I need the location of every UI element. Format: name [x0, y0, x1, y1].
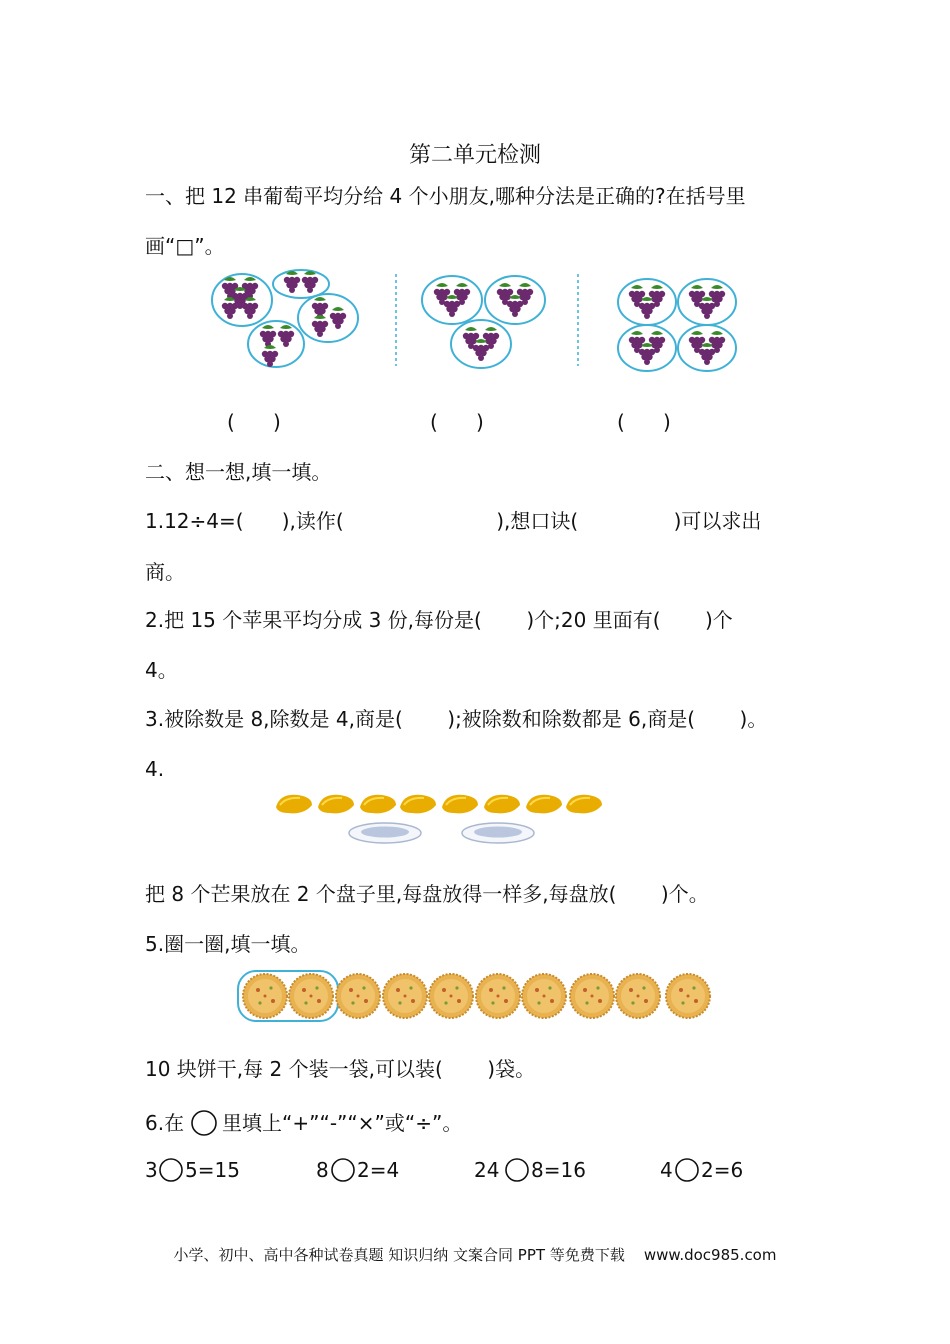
equation-4-left: 4 [660, 1158, 673, 1182]
grapes-figure [200, 262, 760, 378]
grape-group-b [422, 276, 545, 368]
grape-group-c [618, 279, 736, 371]
answer-blank-a[interactable]: ( ) [227, 410, 281, 434]
operator-circle-3[interactable] [503, 1156, 531, 1184]
q2-item2-line1: 2.把 15 个苹果平均分成 3 份,每份是( )个;20 里面有( )个 [145, 608, 733, 632]
mangoes-plates-figure [270, 788, 610, 852]
page-title: 第二单元检测 [408, 143, 541, 168]
equation-3-left: 24 [474, 1158, 500, 1182]
cookies-figure [236, 967, 722, 1025]
equation-2-right: 2=4 [357, 1158, 400, 1182]
equation-1-right: 5=15 [185, 1158, 240, 1182]
equation-3-right: 8=16 [531, 1158, 586, 1182]
blank-circle-icon [189, 1108, 219, 1138]
equation-2-left: 8 [316, 1158, 329, 1182]
q2-item4-text: 把 8 个芒果放在 2 个盘子里,每盘放得一样多,每盘放( )个。 [145, 882, 709, 906]
footer-text: 小学、初中、高中各种试卷真题 知识归纳 文案合同 PPT 等免费下载 www.doc985.com [173, 1246, 777, 1264]
q2-item6-prefix: 6.在 [145, 1111, 185, 1135]
q2-item1-line1: 1.12÷4=( ),读作( ),想口诀( )可以求出 [145, 509, 762, 533]
operator-circle-1[interactable] [157, 1156, 185, 1184]
q2-item2-line2: 4。 [145, 658, 178, 682]
q2-item3: 3.被除数是 8,除数是 4,商是( );被除数和除数都是 6,商是( )。 [145, 707, 768, 731]
q2-heading: 二、想一想,填一填。 [145, 460, 332, 484]
equation-1-left: 3 [145, 1158, 158, 1182]
answer-blank-b[interactable]: ( ) [430, 410, 484, 434]
q2-item6-suffix: 里填上“+”“-”“×”或“÷”。 [222, 1111, 463, 1135]
grape-group-a [212, 270, 358, 367]
q2-item1-line2: 商。 [145, 560, 185, 584]
operator-circle-2[interactable] [329, 1156, 357, 1184]
q1-text-line1: 一、把 12 串葡萄平均分给 4 个小朋友,哪种分法是正确的?在括号里 [145, 184, 746, 208]
q2-item5-text: 10 块饼干,每 2 个装一袋,可以装( )袋。 [145, 1057, 536, 1081]
equation-4-right: 2=6 [701, 1158, 744, 1182]
q2-item4-label: 4. [145, 757, 165, 781]
q1-text-line2: 画“□”。 [145, 234, 225, 258]
operator-circle-4[interactable] [673, 1156, 701, 1184]
answer-blank-c[interactable]: ( ) [617, 410, 671, 434]
q2-item5-label: 5.圈一圈,填一填。 [145, 932, 311, 956]
